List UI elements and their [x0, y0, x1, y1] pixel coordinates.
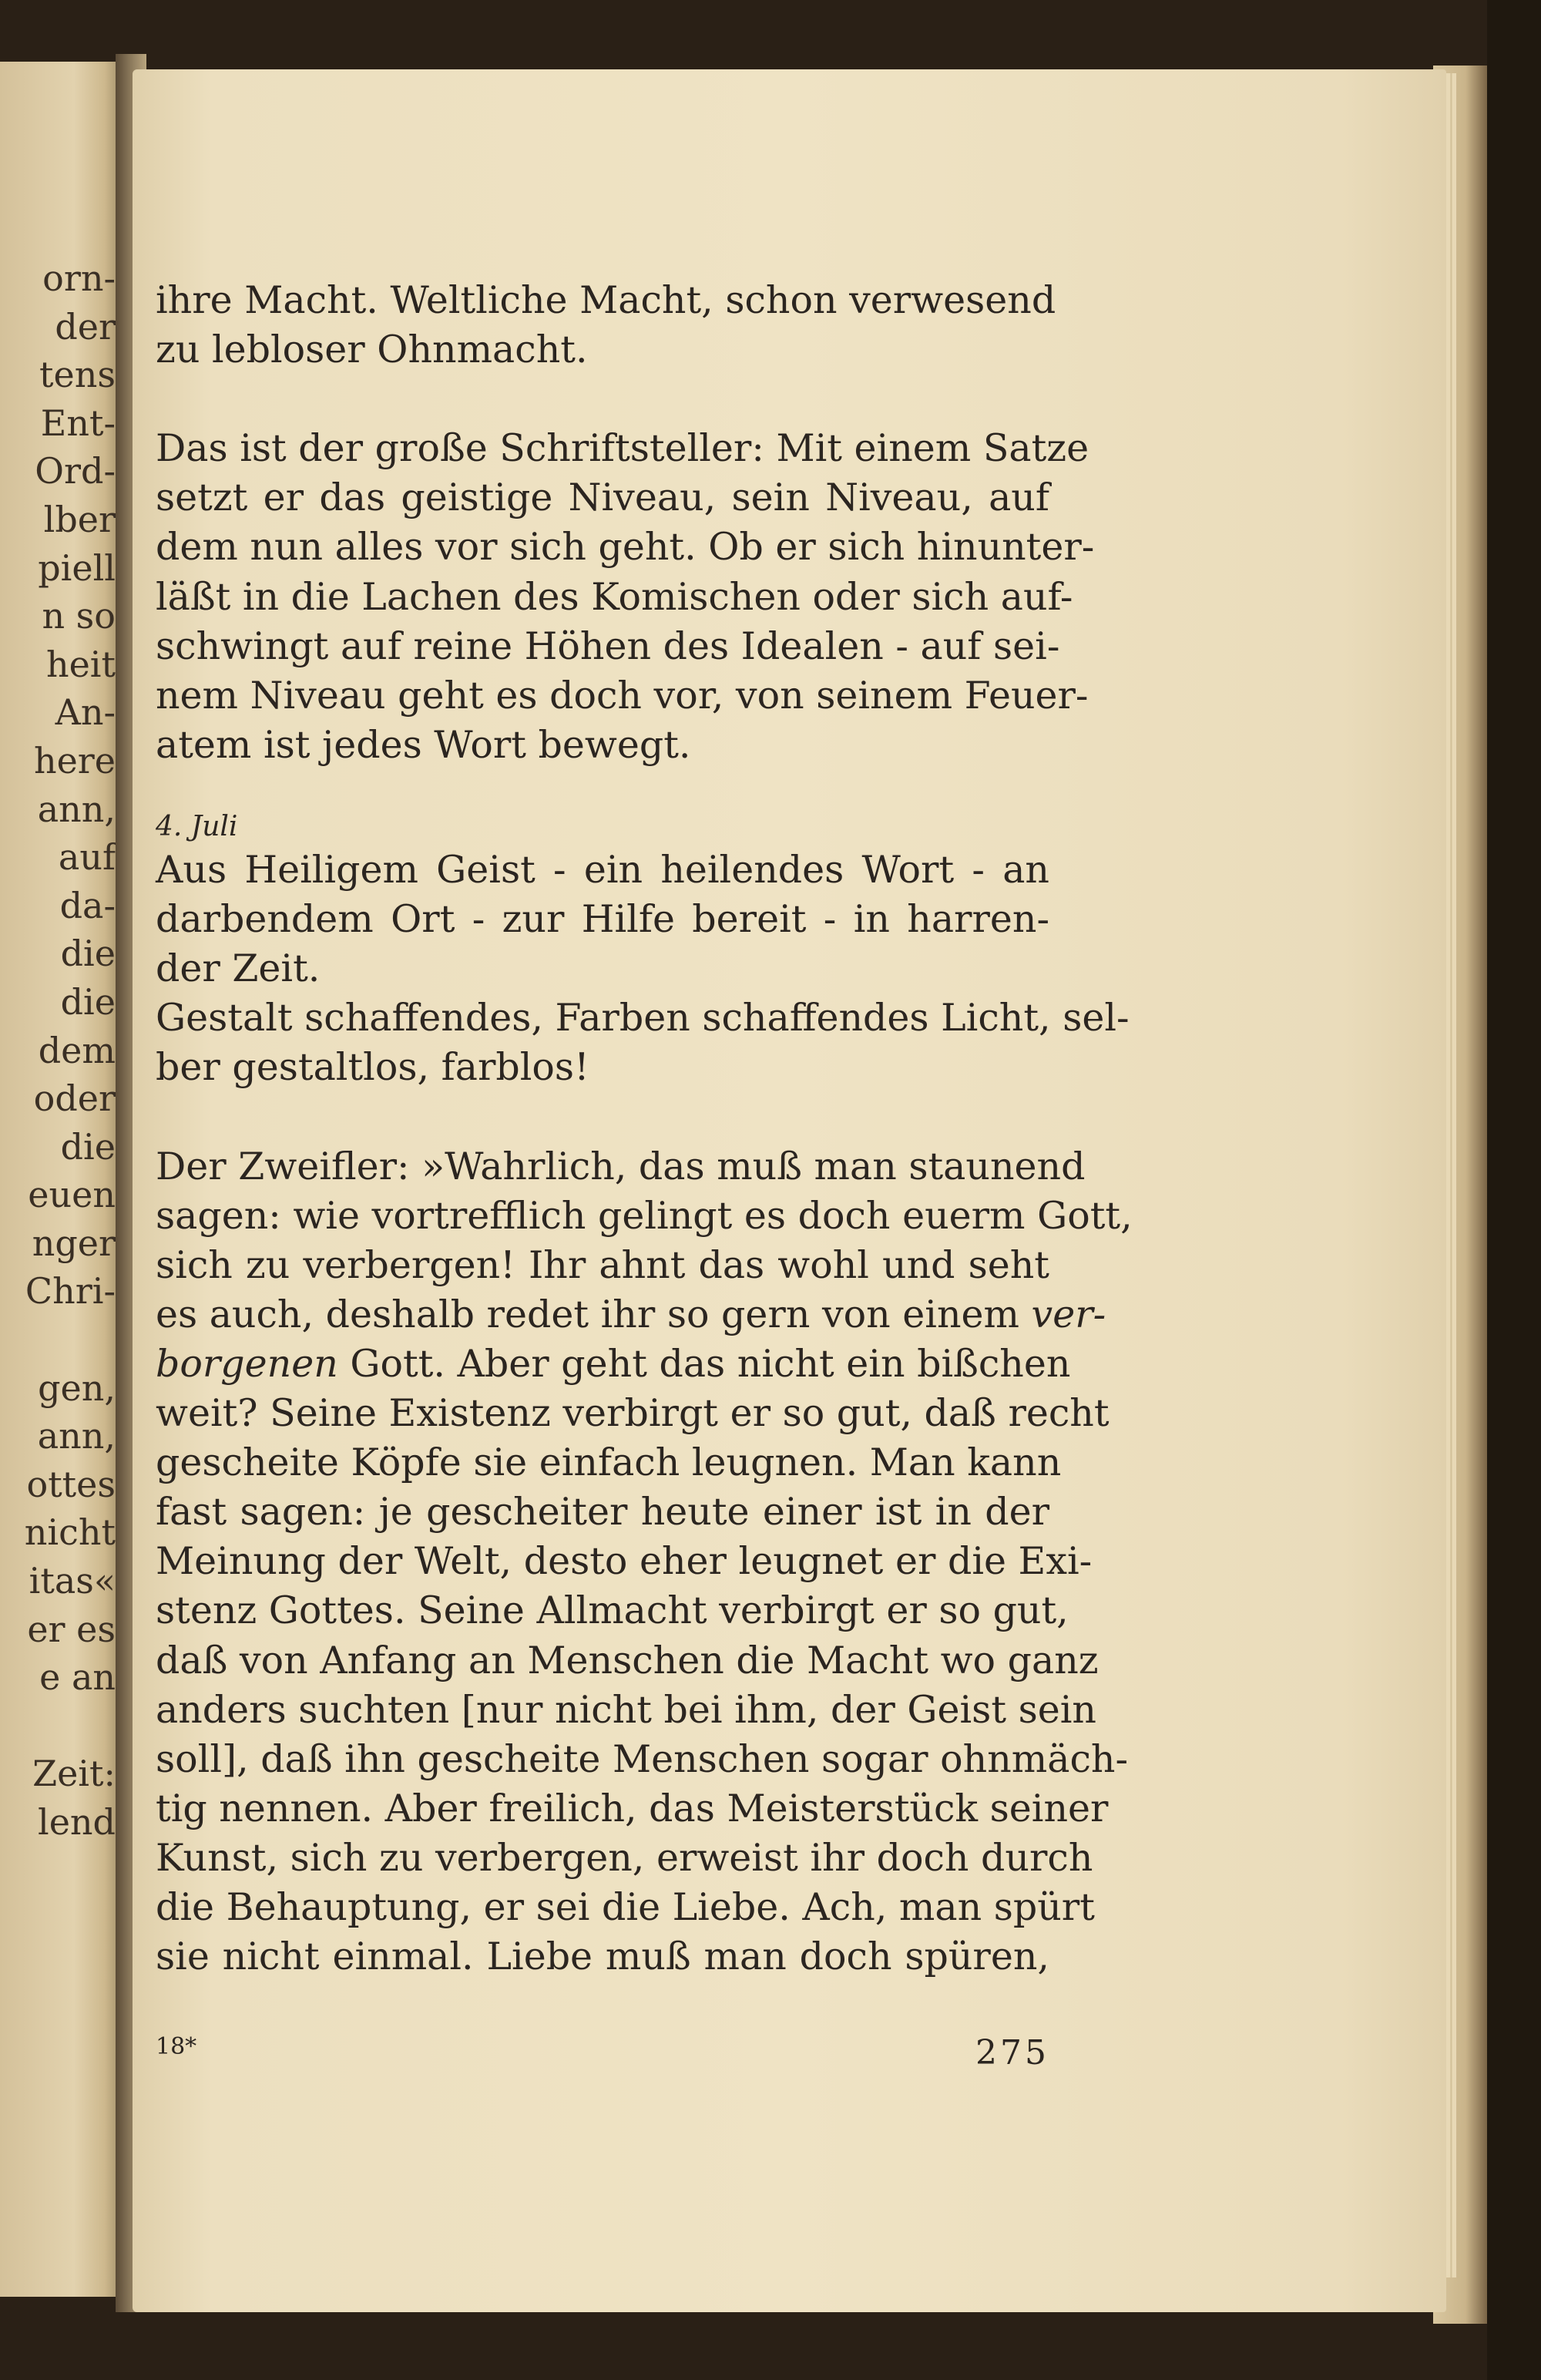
text-line: Aus Heiligem Geist - ein heilendes Wort - an: [156, 848, 1049, 892]
text-line: läßt in die Lachen des Komischen oder sich auf-: [156, 574, 1073, 619]
left-fragment: er es: [27, 1608, 116, 1650]
left-fragment: oder: [33, 1077, 116, 1120]
left-fragment: Ord-: [35, 450, 116, 492]
left-fragment: da-: [59, 884, 116, 926]
text-line: Der Zweifler: »Wahrlich, das muß man staunend: [156, 1144, 1086, 1188]
left-fragment: e an: [39, 1656, 116, 1699]
left-fragment: nicht: [24, 1511, 116, 1554]
left-fragment: dem: [38, 1029, 116, 1071]
text-line: der Zeit.: [156, 946, 321, 991]
left-fragment: die: [60, 933, 116, 975]
text-line: weit? Seine Existenz verbirgt er so gut, daß recht: [156, 1391, 1110, 1436]
left-page-text-fragments: [0, 254, 116, 1847]
text-line: tig nennen. Aber freilich, das Meisterstück seiner: [156, 1786, 1109, 1830]
text-line: Kunst, sich zu verbergen, erweist ihr doch durch: [156, 1835, 1093, 1880]
left-fragment: heit: [45, 643, 116, 685]
text-line: es auch, deshalb redet ihr so gern von einem ver-: [156, 1292, 1106, 1336]
left-fragment: Ent-: [40, 402, 116, 444]
left-fragment: ottes: [26, 1463, 116, 1505]
left-fragment: nger: [32, 1222, 116, 1264]
text-line: stenz Gottes. Seine Allmacht verbirgt er so gut,: [156, 1588, 1069, 1633]
left-fragment: [0, 1316, 116, 1364]
text-line: daß von Anfang an Menschen die Macht wo ganz: [156, 1638, 1099, 1682]
paragraph-1: [156, 276, 1056, 375]
left-fragment: here: [33, 739, 116, 782]
text-line: dem nun alles vor sich geht. Ob er sich hinunter-: [156, 525, 1095, 570]
left-fragment: Zeit:: [32, 1753, 116, 1795]
text-line: ihre Macht. Weltliche Macht, schon verwesend: [156, 278, 1056, 322]
paragraph-2: [156, 424, 1095, 770]
left-fragment: Chri-: [25, 1270, 116, 1313]
page-number: 275: [975, 2033, 1049, 2072]
left-fragment: itas«: [29, 1560, 116, 1602]
text-line: nem Niveau geht es doch vor, von seinem Feuer-: [156, 673, 1089, 718]
background-edge: [1487, 0, 1541, 2380]
text-line: darbendem Ort - zur Hilfe bereit - in harren-: [156, 897, 1049, 942]
left-fragment: lber: [43, 498, 116, 540]
page-text-block: [156, 276, 1133, 1982]
text-line: sagen: wie vortrefflich gelingt es doch euerm Gott,: [156, 1193, 1133, 1238]
left-fragment: An-: [55, 691, 116, 734]
left-fragment: ann,: [37, 1415, 116, 1457]
date-heading: 4. Juli: [156, 810, 238, 842]
text-line: Das ist der große Schriftsteller: Mit einem Satze: [156, 426, 1089, 471]
paragraph-4: [156, 993, 1130, 1092]
text-line: zu lebloser Ohnmacht.: [156, 328, 588, 372]
left-fragment: die: [60, 1125, 116, 1168]
text-line: ber gestaltlos, farblos!: [156, 1045, 589, 1090]
text-line: borgenen Gott. Aber geht das nicht ein bißchen: [156, 1341, 1071, 1386]
left-fragment: n so: [42, 595, 116, 637]
text-line: anders suchten [nur nicht bei ihm, der Geist sein: [156, 1687, 1096, 1732]
left-fragment: gen,: [38, 1366, 116, 1409]
text-line: schwingt auf reine Höhen des Idealen - auf sei-: [156, 624, 1060, 668]
text-line: soll], daß ihn gescheite Menschen sogar ohnmäch-: [156, 1736, 1129, 1781]
left-fragment: piell: [38, 546, 116, 589]
text-line: atem ist jedes Wort bewegt.: [156, 722, 691, 767]
text-line: Meinung der Welt, desto eher leugnet er die Exi-: [156, 1539, 1093, 1584]
left-fragment: tens: [39, 354, 116, 396]
text-line: setzt er das geistige Niveau, sein Niveau, auf: [156, 476, 1049, 520]
paragraph-3: [156, 845, 1049, 993]
paragraph-5: [156, 1142, 1133, 1982]
text-line: sie nicht einmal. Liebe muß man doch spüren,: [156, 1935, 1049, 1979]
left-fragment: euen: [28, 1174, 116, 1216]
left-fragment: der: [55, 305, 116, 348]
text-line: gescheite Köpfe sie einfach leugnen. Man kann: [156, 1440, 1062, 1485]
left-fragment: [0, 1702, 116, 1750]
left-page: [0, 62, 123, 2297]
left-fragment: auf: [58, 836, 116, 879]
left-fragment: ann,: [37, 788, 116, 830]
text-line: Gestalt schaffendes, Farben schaffendes Licht, sel-: [156, 996, 1130, 1040]
text-line: die Behauptung, er sei die Liebe. Ach, man spürt: [156, 1885, 1095, 1929]
left-fragment: lend: [37, 1801, 116, 1843]
left-fragment: orn-: [42, 257, 116, 299]
text-line: fast sagen: je gescheiter heute einer ist in der: [156, 1490, 1049, 1535]
left-fragment: die: [60, 980, 116, 1023]
text-line: sich zu verbergen! Ihr ahnt das wohl und seht: [156, 1242, 1049, 1287]
signature-mark: 18*: [156, 2033, 197, 2060]
